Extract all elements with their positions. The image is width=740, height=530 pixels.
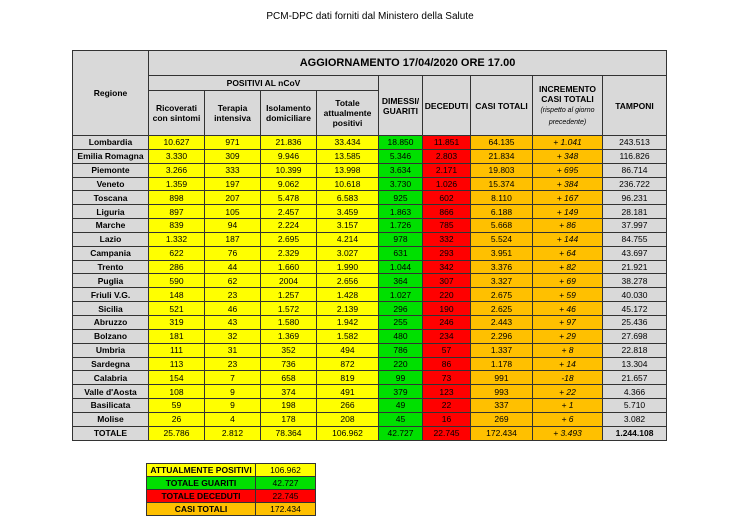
dimessi-cell: 42.727 xyxy=(379,426,423,440)
deceduti-cell: 73 xyxy=(423,371,471,385)
header-totale-positivi: Totale attualmente positivi xyxy=(317,91,379,136)
terapia-cell: 23 xyxy=(205,357,261,371)
region-name: Umbria xyxy=(73,343,149,357)
casi-totali-cell: 3.951 xyxy=(471,246,533,260)
isolamento-cell: 2.457 xyxy=(261,205,317,219)
incremento-cell: + 86 xyxy=(533,219,603,233)
terapia-cell: 23 xyxy=(205,288,261,302)
deceduti-cell: 22 xyxy=(423,399,471,413)
deceduti-cell: 1.026 xyxy=(423,177,471,191)
incremento-cell: + 695 xyxy=(533,163,603,177)
casi-totali-cell: 1.178 xyxy=(471,357,533,371)
terapia-cell: 43 xyxy=(205,315,261,329)
terapia-cell: 76 xyxy=(205,246,261,260)
ricoverati-cell: 148 xyxy=(149,288,205,302)
totale-positivi-cell: 2.139 xyxy=(317,302,379,316)
isolamento-cell: 1.257 xyxy=(261,288,317,302)
casi-totali-cell: 15.374 xyxy=(471,177,533,191)
terapia-cell: 32 xyxy=(205,329,261,343)
header-ricoverati: Ricoverati con sintomi xyxy=(149,91,205,136)
incremento-cell: + 167 xyxy=(533,191,603,205)
tamponi-cell: 37.997 xyxy=(603,219,667,233)
tamponi-cell: 243.513 xyxy=(603,136,667,150)
isolamento-cell: 658 xyxy=(261,371,317,385)
casi-totali-cell: 337 xyxy=(471,399,533,413)
table-row xyxy=(73,260,667,274)
terapia-cell: 2.812 xyxy=(205,426,261,440)
isolamento-cell: 2.224 xyxy=(261,219,317,233)
tamponi-cell: 38.278 xyxy=(603,274,667,288)
totale-positivi-cell: 494 xyxy=(317,343,379,357)
region-name: Puglia xyxy=(73,274,149,288)
incremento-cell: + 22 xyxy=(533,385,603,399)
region-name: Lazio xyxy=(73,232,149,246)
isolamento-cell: 5.478 xyxy=(261,191,317,205)
table-row xyxy=(73,232,667,246)
summary-value: 22.745 xyxy=(256,490,316,503)
table-row xyxy=(73,274,667,288)
casi-totali-cell: 269 xyxy=(471,412,533,426)
summary-label: TOTALE DECEDUTI xyxy=(147,490,256,503)
totale-positivi-cell: 10.618 xyxy=(317,177,379,191)
totale-positivi-cell: 13.585 xyxy=(317,149,379,163)
ricoverati-cell: 1.332 xyxy=(149,232,205,246)
casi-totali-cell: 8.110 xyxy=(471,191,533,205)
total-row xyxy=(73,426,667,440)
dimessi-cell: 99 xyxy=(379,371,423,385)
tamponi-cell: 86.714 xyxy=(603,163,667,177)
region-name: Trento xyxy=(73,260,149,274)
deceduti-cell: 2.171 xyxy=(423,163,471,177)
region-name: Molise xyxy=(73,412,149,426)
terapia-cell: 7 xyxy=(205,371,261,385)
header-incremento-label: INCREMENTO CASI TOTALI xyxy=(539,83,596,104)
isolamento-cell: 2.329 xyxy=(261,246,317,260)
totale-positivi-cell: 208 xyxy=(317,412,379,426)
deceduti-cell: 123 xyxy=(423,385,471,399)
deceduti-cell: 86 xyxy=(423,357,471,371)
casi-totali-cell: 1.337 xyxy=(471,343,533,357)
ricoverati-cell: 111 xyxy=(149,343,205,357)
tamponi-cell: 45.172 xyxy=(603,302,667,316)
tamponi-cell: 1.244.108 xyxy=(603,426,667,440)
table-row xyxy=(73,136,667,150)
deceduti-cell: 602 xyxy=(423,191,471,205)
ricoverati-cell: 59 xyxy=(149,399,205,413)
dimessi-cell: 220 xyxy=(379,357,423,371)
header-update: AGGIORNAMENTO 17/04/2020 ORE 17.00 xyxy=(149,51,667,76)
isolamento-cell: 1.660 xyxy=(261,260,317,274)
terapia-cell: 971 xyxy=(205,136,261,150)
incremento-cell: + 8 xyxy=(533,343,603,357)
isolamento-cell: 352 xyxy=(261,343,317,357)
incremento-cell: + 69 xyxy=(533,274,603,288)
isolamento-cell: 2.695 xyxy=(261,232,317,246)
casi-totali-cell: 3.327 xyxy=(471,274,533,288)
isolamento-cell: 21.836 xyxy=(261,136,317,150)
totale-positivi-cell: 3.459 xyxy=(317,205,379,219)
terapia-cell: 207 xyxy=(205,191,261,205)
header-dimessi: DIMESSI/ GUARITI xyxy=(379,76,423,136)
deceduti-cell: 332 xyxy=(423,232,471,246)
table-row xyxy=(73,177,667,191)
table-row xyxy=(73,371,667,385)
header-positivi: POSITIVI AL nCoV xyxy=(149,76,379,91)
deceduti-cell: 246 xyxy=(423,315,471,329)
dimessi-cell: 3.634 xyxy=(379,163,423,177)
table-body xyxy=(73,136,667,441)
casi-totali-cell: 172.434 xyxy=(471,426,533,440)
incremento-cell: + 14 xyxy=(533,357,603,371)
tamponi-cell: 28.181 xyxy=(603,205,667,219)
terapia-cell: 309 xyxy=(205,149,261,163)
tamponi-cell: 40.030 xyxy=(603,288,667,302)
isolamento-cell: 1.580 xyxy=(261,315,317,329)
summary-label: CASI TOTALI xyxy=(147,503,256,516)
region-name: Basilicata xyxy=(73,399,149,413)
totale-positivi-cell: 33.434 xyxy=(317,136,379,150)
casi-totali-cell: 6.188 xyxy=(471,205,533,219)
isolamento-cell: 736 xyxy=(261,357,317,371)
header-incremento-note: (rispetto al giorno precedente) xyxy=(540,106,595,126)
tamponi-cell: 96.231 xyxy=(603,191,667,205)
totale-positivi-cell: 106.962 xyxy=(317,426,379,440)
dimessi-cell: 255 xyxy=(379,315,423,329)
casi-totali-cell: 2.625 xyxy=(471,302,533,316)
terapia-cell: 333 xyxy=(205,163,261,177)
page-caption: PCM-DPC dati forniti dal Ministero della Salute xyxy=(266,11,474,22)
table-row xyxy=(73,329,667,343)
summary-table xyxy=(146,463,316,516)
region-name: Calabria xyxy=(73,371,149,385)
dimessi-cell: 631 xyxy=(379,246,423,260)
ricoverati-cell: 1.359 xyxy=(149,177,205,191)
casi-totali-cell: 991 xyxy=(471,371,533,385)
incremento-cell: + 6 xyxy=(533,412,603,426)
ricoverati-cell: 3.330 xyxy=(149,149,205,163)
region-name: Campania xyxy=(73,246,149,260)
ricoverati-cell: 25.786 xyxy=(149,426,205,440)
deceduti-cell: 342 xyxy=(423,260,471,274)
deceduti-cell: 22.745 xyxy=(423,426,471,440)
region-name: Piemonte xyxy=(73,163,149,177)
terapia-cell: 4 xyxy=(205,412,261,426)
summary-row xyxy=(147,477,316,490)
header-terapia: Terapia intensiva xyxy=(205,91,261,136)
incremento-cell: + 3.493 xyxy=(533,426,603,440)
covid-regions-table xyxy=(72,50,667,441)
ricoverati-cell: 590 xyxy=(149,274,205,288)
incremento-cell: + 29 xyxy=(533,329,603,343)
dimessi-cell: 296 xyxy=(379,302,423,316)
tamponi-cell: 13.304 xyxy=(603,357,667,371)
region-name: TOTALE xyxy=(73,426,149,440)
summary-row xyxy=(147,490,316,503)
dimessi-cell: 925 xyxy=(379,191,423,205)
deceduti-cell: 220 xyxy=(423,288,471,302)
table-row xyxy=(73,302,667,316)
dimessi-cell: 3.730 xyxy=(379,177,423,191)
terapia-cell: 46 xyxy=(205,302,261,316)
region-name: Valle d'Aosta xyxy=(73,385,149,399)
dimessi-cell: 978 xyxy=(379,232,423,246)
dimessi-cell: 1.044 xyxy=(379,260,423,274)
isolamento-cell: 198 xyxy=(261,399,317,413)
summary-value: 106.962 xyxy=(256,464,316,477)
ricoverati-cell: 181 xyxy=(149,329,205,343)
deceduti-cell: 11.851 xyxy=(423,136,471,150)
tamponi-cell: 27.698 xyxy=(603,329,667,343)
table-row xyxy=(73,412,667,426)
tamponi-cell: 84.755 xyxy=(603,232,667,246)
table-row xyxy=(73,315,667,329)
terapia-cell: 9 xyxy=(205,385,261,399)
tamponi-cell: 4.366 xyxy=(603,385,667,399)
ricoverati-cell: 154 xyxy=(149,371,205,385)
deceduti-cell: 307 xyxy=(423,274,471,288)
tamponi-cell: 43.697 xyxy=(603,246,667,260)
dimessi-cell: 49 xyxy=(379,399,423,413)
deceduti-cell: 16 xyxy=(423,412,471,426)
tamponi-cell: 3.082 xyxy=(603,412,667,426)
isolamento-cell: 178 xyxy=(261,412,317,426)
isolamento-cell: 1.369 xyxy=(261,329,317,343)
incremento-cell: + 97 xyxy=(533,315,603,329)
ricoverati-cell: 319 xyxy=(149,315,205,329)
table-row xyxy=(73,163,667,177)
totale-positivi-cell: 819 xyxy=(317,371,379,385)
ricoverati-cell: 3.266 xyxy=(149,163,205,177)
deceduti-cell: 190 xyxy=(423,302,471,316)
region-name: Marche xyxy=(73,219,149,233)
totale-positivi-cell: 1.582 xyxy=(317,329,379,343)
terapia-cell: 62 xyxy=(205,274,261,288)
casi-totali-cell: 2.443 xyxy=(471,315,533,329)
table-row xyxy=(73,288,667,302)
incremento-cell: + 46 xyxy=(533,302,603,316)
region-name: Toscana xyxy=(73,191,149,205)
isolamento-cell: 1.572 xyxy=(261,302,317,316)
summary-row xyxy=(147,503,316,516)
isolamento-cell: 9.062 xyxy=(261,177,317,191)
ricoverati-cell: 898 xyxy=(149,191,205,205)
tamponi-cell: 22.818 xyxy=(603,343,667,357)
ricoverati-cell: 839 xyxy=(149,219,205,233)
incremento-cell: + 348 xyxy=(533,149,603,163)
region-name: Friuli V.G. xyxy=(73,288,149,302)
isolamento-cell: 374 xyxy=(261,385,317,399)
incremento-cell: + 144 xyxy=(533,232,603,246)
ricoverati-cell: 286 xyxy=(149,260,205,274)
totale-positivi-cell: 872 xyxy=(317,357,379,371)
incremento-cell: + 59 xyxy=(533,288,603,302)
totale-positivi-cell: 4.214 xyxy=(317,232,379,246)
region-name: Bolzano xyxy=(73,329,149,343)
incremento-cell: + 1.041 xyxy=(533,136,603,150)
casi-totali-cell: 19.803 xyxy=(471,163,533,177)
header-incremento xyxy=(533,76,603,136)
region-name: Sardegna xyxy=(73,357,149,371)
tamponi-cell: 21.921 xyxy=(603,260,667,274)
dimessi-cell: 1.726 xyxy=(379,219,423,233)
table-row xyxy=(73,149,667,163)
incremento-cell: + 82 xyxy=(533,260,603,274)
incremento-cell: + 1 xyxy=(533,399,603,413)
table-row xyxy=(73,385,667,399)
region-name: Veneto xyxy=(73,177,149,191)
ricoverati-cell: 897 xyxy=(149,205,205,219)
totale-positivi-cell: 2.656 xyxy=(317,274,379,288)
totale-positivi-cell: 3.027 xyxy=(317,246,379,260)
incremento-cell: + 384 xyxy=(533,177,603,191)
dimessi-cell: 5.346 xyxy=(379,149,423,163)
table-row xyxy=(73,246,667,260)
tamponi-cell: 116.826 xyxy=(603,149,667,163)
dimessi-cell: 45 xyxy=(379,412,423,426)
table-row xyxy=(73,357,667,371)
totale-positivi-cell: 1.990 xyxy=(317,260,379,274)
ricoverati-cell: 108 xyxy=(149,385,205,399)
tamponi-cell: 25.436 xyxy=(603,315,667,329)
terapia-cell: 44 xyxy=(205,260,261,274)
totale-positivi-cell: 491 xyxy=(317,385,379,399)
header-isolamento: Isolamento domiciliare xyxy=(261,91,317,136)
summary-row xyxy=(147,464,316,477)
summary-value: 172.434 xyxy=(256,503,316,516)
dimessi-cell: 379 xyxy=(379,385,423,399)
isolamento-cell: 2004 xyxy=(261,274,317,288)
tamponi-cell: 5.710 xyxy=(603,399,667,413)
terapia-cell: 197 xyxy=(205,177,261,191)
tamponi-cell: 21.657 xyxy=(603,371,667,385)
isolamento-cell: 10.399 xyxy=(261,163,317,177)
table-row xyxy=(73,205,667,219)
deceduti-cell: 293 xyxy=(423,246,471,260)
terapia-cell: 9 xyxy=(205,399,261,413)
incremento-cell: + 149 xyxy=(533,205,603,219)
terapia-cell: 31 xyxy=(205,343,261,357)
deceduti-cell: 57 xyxy=(423,343,471,357)
header-casi-totali: CASI TOTALI xyxy=(471,76,533,136)
ricoverati-cell: 622 xyxy=(149,246,205,260)
casi-totali-cell: 993 xyxy=(471,385,533,399)
dimessi-cell: 18.850 xyxy=(379,136,423,150)
ricoverati-cell: 113 xyxy=(149,357,205,371)
table-row xyxy=(73,191,667,205)
summary-value: 42.727 xyxy=(256,477,316,490)
incremento-cell: + 64 xyxy=(533,246,603,260)
deceduti-cell: 866 xyxy=(423,205,471,219)
table-row xyxy=(73,219,667,233)
casi-totali-cell: 2.296 xyxy=(471,329,533,343)
dimessi-cell: 1.863 xyxy=(379,205,423,219)
totale-positivi-cell: 13.998 xyxy=(317,163,379,177)
totale-positivi-cell: 1.942 xyxy=(317,315,379,329)
totale-positivi-cell: 1.428 xyxy=(317,288,379,302)
dimessi-cell: 364 xyxy=(379,274,423,288)
isolamento-cell: 78.364 xyxy=(261,426,317,440)
dimessi-cell: 786 xyxy=(379,343,423,357)
region-name: Emilia Romagna xyxy=(73,149,149,163)
totale-positivi-cell: 3.157 xyxy=(317,219,379,233)
casi-totali-cell: 2.675 xyxy=(471,288,533,302)
dimessi-cell: 480 xyxy=(379,329,423,343)
region-name: Liguria xyxy=(73,205,149,219)
deceduti-cell: 2.803 xyxy=(423,149,471,163)
dimessi-cell: 1.027 xyxy=(379,288,423,302)
header-regione: Regione xyxy=(73,51,149,136)
ricoverati-cell: 10.627 xyxy=(149,136,205,150)
header-tamponi: TAMPONI xyxy=(603,76,667,136)
casi-totali-cell: 5.524 xyxy=(471,232,533,246)
totale-positivi-cell: 266 xyxy=(317,399,379,413)
casi-totali-cell: 64.135 xyxy=(471,136,533,150)
region-name: Sicilia xyxy=(73,302,149,316)
deceduti-cell: 234 xyxy=(423,329,471,343)
incremento-cell: -18 xyxy=(533,371,603,385)
summary-label: TOTALE GUARITI xyxy=(147,477,256,490)
casi-totali-cell: 3.376 xyxy=(471,260,533,274)
totale-positivi-cell: 6.583 xyxy=(317,191,379,205)
region-name: Abruzzo xyxy=(73,315,149,329)
region-name: Lombardia xyxy=(73,136,149,150)
terapia-cell: 105 xyxy=(205,205,261,219)
isolamento-cell: 9.946 xyxy=(261,149,317,163)
casi-totali-cell: 21.834 xyxy=(471,149,533,163)
tamponi-cell: 236.722 xyxy=(603,177,667,191)
deceduti-cell: 785 xyxy=(423,219,471,233)
table-row xyxy=(73,399,667,413)
terapia-cell: 187 xyxy=(205,232,261,246)
summary-label: ATTUALMENTE POSITIVI xyxy=(147,464,256,477)
ricoverati-cell: 26 xyxy=(149,412,205,426)
casi-totali-cell: 5.668 xyxy=(471,219,533,233)
terapia-cell: 94 xyxy=(205,219,261,233)
header-deceduti: DECEDUTI xyxy=(423,76,471,136)
ricoverati-cell: 521 xyxy=(149,302,205,316)
table-row xyxy=(73,343,667,357)
